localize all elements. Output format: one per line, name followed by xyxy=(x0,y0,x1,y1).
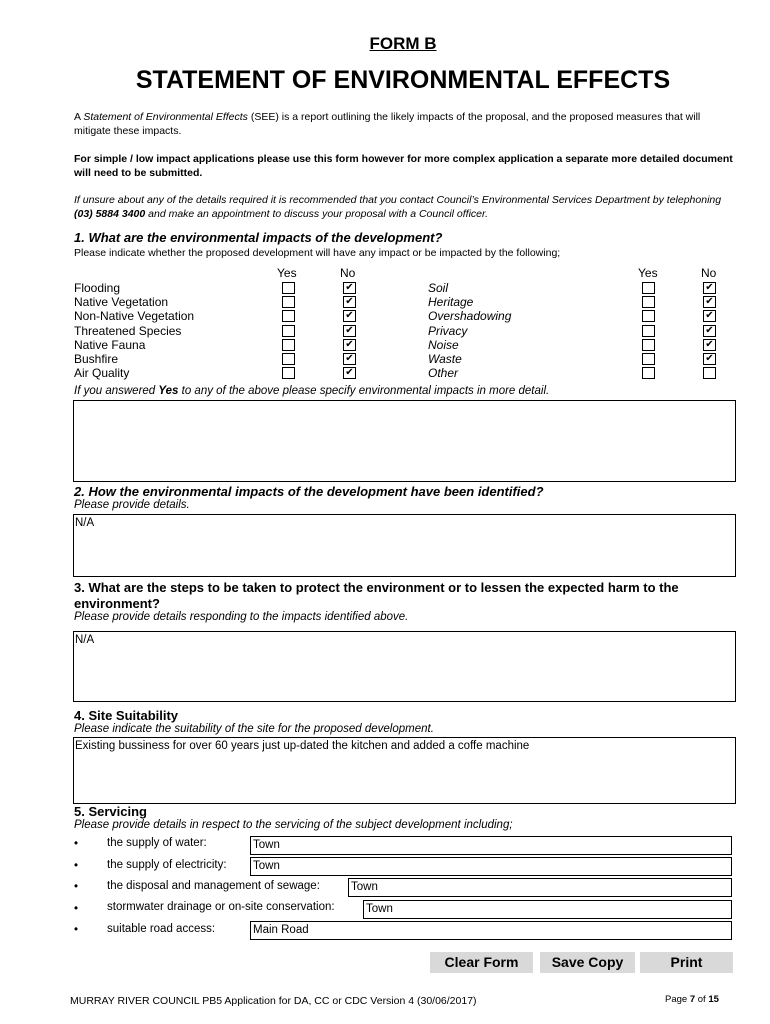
checkbox-heritage-yes[interactable] xyxy=(642,296,655,308)
service-label-stormwater: stormwater drainage or on-site conservation: xyxy=(107,901,335,913)
checkbox-threatened-species-yes[interactable] xyxy=(282,325,295,337)
checkbox-native-fauna-yes[interactable] xyxy=(282,339,295,351)
contact-phone: (03) 5884 3400 xyxy=(74,208,146,220)
checkbox-heritage-no[interactable]: ✔ xyxy=(703,296,716,308)
right-no-header: No xyxy=(701,266,717,280)
impact-label-non-native-vegetation: Non-Native Vegetation xyxy=(74,309,195,324)
left-no-header: No xyxy=(340,266,356,280)
impact-label-waste: Waste xyxy=(428,352,462,366)
bullet-road-access: • xyxy=(74,924,79,936)
site-suitability-field[interactable]: Existing bussiness for over 60 years just up-dated the kitchen and added a coffe machine xyxy=(73,737,736,804)
complex-application-note: For simple / low impact applications please use this form however for more complex application a separate more detailed document will need to be submitted. xyxy=(74,153,733,179)
clear-form-button[interactable]: Clear Form xyxy=(430,952,533,973)
checkbox-waste-yes[interactable] xyxy=(642,353,655,365)
checkbox-threatened-species-no[interactable]: ✔ xyxy=(343,325,356,337)
section1-subheading: Please indicate whether the proposed development will have any impact or be impacted by the following; xyxy=(74,247,561,259)
checkbox-overshadowing-no[interactable]: ✔ xyxy=(703,310,716,322)
intro-paragraph xyxy=(74,110,739,138)
section3-subheading: Please provide details responding to the impacts identified above. xyxy=(74,611,409,623)
section5-subheading: Please provide details in respect to the servicing of the subject development including; xyxy=(74,819,513,831)
impact-label-air-quality: Air Quality xyxy=(74,366,130,381)
left-yes-header: Yes xyxy=(277,266,297,280)
section3-heading: 3. What are the steps to be taken to protect the environment or to lessen the expected harm to the environment? xyxy=(74,580,679,611)
checkbox-privacy-yes[interactable] xyxy=(642,325,655,337)
water-supply-input[interactable]: Town xyxy=(250,836,732,855)
contact-paragraph xyxy=(74,193,739,221)
detail-prompt-text-1: If you answered xyxy=(74,385,159,397)
intro-text-1: A xyxy=(74,111,84,123)
checkbox-privacy-no[interactable]: ✔ xyxy=(703,325,716,337)
checkbox-non-native-vegetation-no[interactable]: ✔ xyxy=(343,310,356,322)
checkbox-noise-no[interactable]: ✔ xyxy=(703,339,716,351)
bullet-stormwater: • xyxy=(74,903,79,915)
impact-label-flooding: Flooding xyxy=(74,281,121,295)
sewage-disposal-input[interactable]: Town xyxy=(348,878,732,897)
checkbox-native-vegetation-no[interactable]: ✔ xyxy=(343,296,356,308)
checkbox-overshadowing-yes[interactable] xyxy=(642,310,655,322)
section4-heading: 4. Site Suitability xyxy=(74,708,179,723)
identification-details-field[interactable]: N/A xyxy=(73,514,736,577)
checkbox-flooding-yes[interactable] xyxy=(282,282,295,294)
checkbox-other-yes[interactable] xyxy=(642,367,655,379)
section4-subheading: Please indicate the suitability of the site for the proposed development. xyxy=(74,723,434,735)
impact-details-field[interactable] xyxy=(73,400,736,482)
impact-label-noise: Noise xyxy=(428,337,459,352)
intro-text-3: (SEE) is a report outlining the likely impacts of the proposal, and the proposed measures that will mitigate these impacts. xyxy=(74,111,701,137)
impact-label-privacy: Privacy xyxy=(428,323,468,338)
checkbox-air-quality-yes[interactable] xyxy=(282,367,295,379)
service-label-sewage: the disposal and management of sewage: xyxy=(107,880,320,892)
service-label-road-access: suitable road access: xyxy=(107,923,216,935)
electricity-supply-input[interactable]: Town xyxy=(250,857,732,876)
page-number: Page 7 of 15 xyxy=(665,994,719,1005)
impact-label-soil: Soil xyxy=(428,281,449,295)
stormwater-input[interactable]: Town xyxy=(363,900,732,919)
bullet-water: • xyxy=(74,838,79,850)
section5-heading: 5. Servicing xyxy=(74,804,147,819)
road-access-input[interactable]: Main Road xyxy=(250,921,732,940)
contact-text-1: If unsure about any of the details required it is recommended that you contact Council’s Environmental Services Department by telephoning xyxy=(74,194,722,206)
save-copy-button[interactable]: Save Copy xyxy=(540,952,635,973)
intro-see-term: Statement of Environmental Effects xyxy=(83,111,248,123)
page-title: STATEMENT OF ENVIRONMENTAL EFFECTS xyxy=(135,66,671,94)
checkbox-soil-yes[interactable] xyxy=(642,282,655,294)
detail-prompt-text-2: to any of the above please specify environmental impacts in more detail. xyxy=(178,385,550,397)
checkbox-noise-yes[interactable] xyxy=(642,339,655,351)
section2-heading: 2. How the environmental impacts of the development have been identified? xyxy=(74,484,544,499)
detail-prompt xyxy=(74,385,549,397)
service-label-water: the supply of water: xyxy=(107,837,207,849)
checkbox-native-fauna-no[interactable]: ✔ xyxy=(343,339,356,351)
impact-label-native-vegetation: Native Vegetation xyxy=(74,295,169,310)
section2-subheading: Please provide details. xyxy=(74,499,190,511)
impact-label-native-fauna: Native Fauna xyxy=(74,337,146,352)
impact-label-overshadowing: Overshadowing xyxy=(428,309,512,324)
impact-label-threatened-species: Threatened Species xyxy=(74,323,182,338)
checkbox-bushfire-yes[interactable] xyxy=(282,353,295,365)
form-label: FORM B xyxy=(369,34,437,53)
checkbox-soil-no[interactable]: ✔ xyxy=(703,282,716,294)
checkbox-native-vegetation-yes[interactable] xyxy=(282,296,295,308)
checkbox-other-no[interactable] xyxy=(703,367,716,379)
impact-label-heritage: Heritage xyxy=(428,295,474,310)
bullet-electricity: • xyxy=(74,860,79,872)
impact-label-other: Other xyxy=(428,366,459,381)
bullet-sewage: • xyxy=(74,881,79,893)
footer-document-info: MURRAY RIVER COUNCIL PB5 Application for DA, CC or CDC Version 4 (30/06/2017) xyxy=(70,995,477,1007)
checkbox-air-quality-no[interactable]: ✔ xyxy=(343,367,356,379)
section1-heading: 1. What are the environmental impacts of the development? xyxy=(74,230,443,245)
checkbox-non-native-vegetation-yes[interactable] xyxy=(282,310,295,322)
checkbox-flooding-no[interactable]: ✔ xyxy=(343,282,356,294)
contact-text-2: and make an appointment to discuss your proposal with a Council officer. xyxy=(145,208,489,220)
impact-label-bushfire: Bushfire xyxy=(74,352,119,366)
service-label-electricity: the supply of electricity: xyxy=(107,859,227,871)
protection-steps-field[interactable]: N/A xyxy=(73,631,736,702)
detail-prompt-yes: Yes xyxy=(158,385,179,397)
checkbox-bushfire-no[interactable]: ✔ xyxy=(343,353,356,365)
checkbox-waste-no[interactable]: ✔ xyxy=(703,353,716,365)
print-button[interactable]: Print xyxy=(640,952,733,973)
right-yes-header: Yes xyxy=(638,266,658,280)
